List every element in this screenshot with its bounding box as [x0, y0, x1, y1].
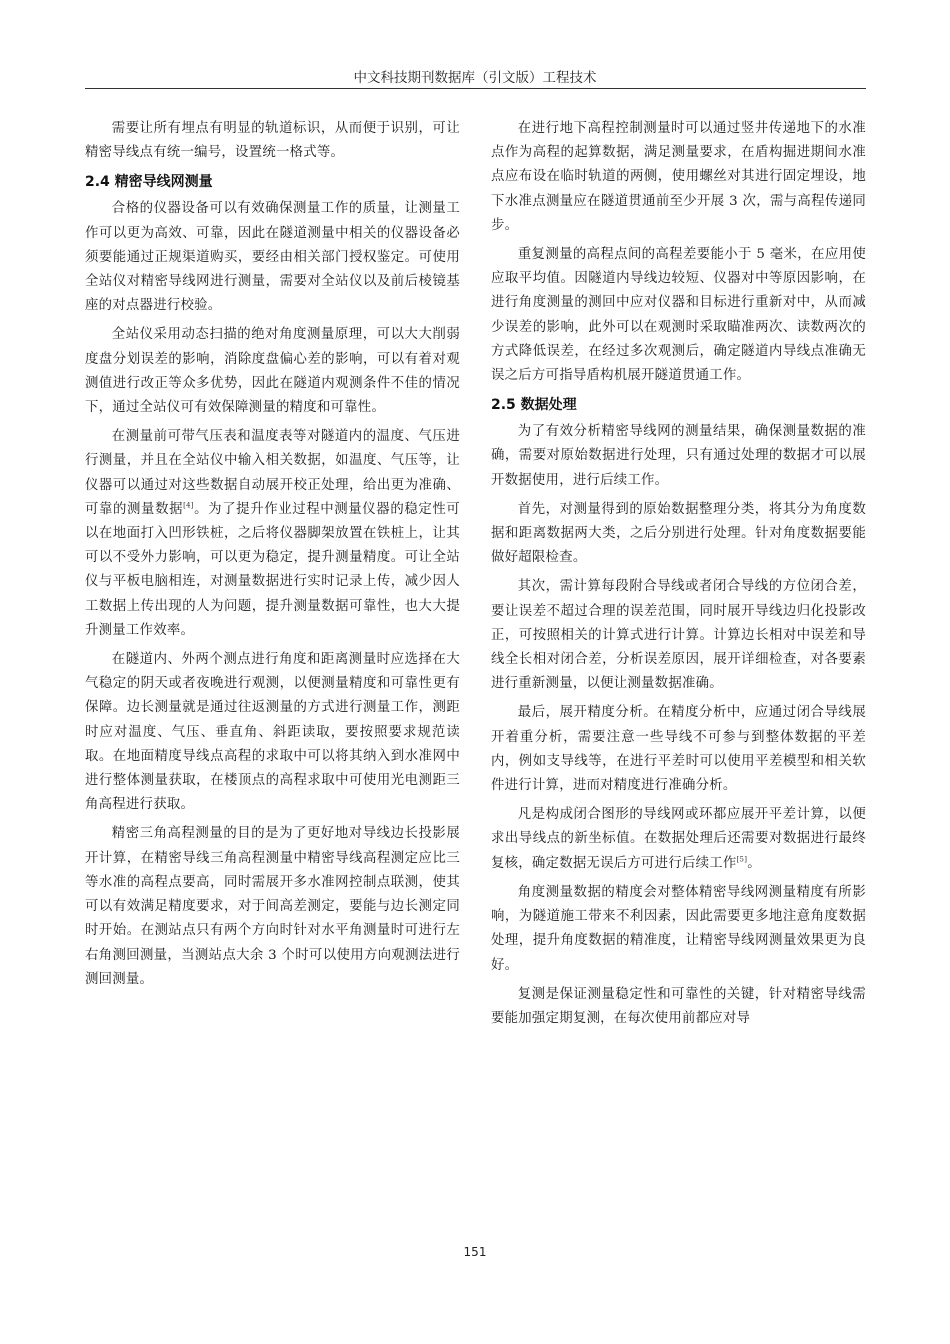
- paragraph: 需要让所有埋点有明显的轨道标识，从而便于识别，可让精密导线点有统一编号，设置统一格式等。: [85, 121, 460, 161]
- right-column: [491, 115, 866, 1036]
- citation-ref[interactable]: [4]: [183, 501, 194, 510]
- paragraph: 复测是保证测量稳定性和可靠性的关键，针对精密导线需要能加强定期复测，在每次使用前都应对导: [491, 986, 866, 1026]
- paragraph: 首先，对测量得到的原始数据整理分类，将其分为角度数据和距离数据两大类，之后分别进行处理。针对角度数据要能做好超限检查。: [491, 501, 866, 566]
- section-heading-2-5: 2.5 数据处理: [491, 397, 577, 414]
- section-heading-2-4: 2.4 精密导线网测量: [85, 174, 213, 191]
- paragraph: [491, 803, 866, 876]
- paragraph: 重复测量的高程点间的高程差要能小于 5 毫米，在应用使应取平均值。因隧道内导线边较短、仪器对中等原因影响，在进行角度测量的测回中应对仪器和目标进行重新对中，从而减少误差的影响，此外可以在观测时采取瞄准两次、读数两次的方式降低误差，在经过多次观测后，确定隧道内导线点准确无误之后方可指导盾构机展开隧道贯通工作。: [491, 247, 866, 384]
- running-header: 中文科技期刊数据库（引文版）工程技术: [353, 70, 597, 86]
- paragraph: 为了有效分析精密导线网的测量结果，确保测量数据的准确，需要对原始数据进行处理，只有通过处理的数据才可以展开数据使用，进行后续工作。: [491, 424, 866, 488]
- left-column: [85, 115, 460, 997]
- paragraph: 精密三角高程测量的目的是为了更好地对导线边长投影展开计算，在精密导线三角高程测量中精密导线高程测定应比三等水准的高程点要高，同时需展开多水准网控制点联测，使其可以有效满足精度要求，对于间高差测定，要能与边长测定同时开始。在测站点只有两个方向时针对水平角测量时可进行左右角测回测量，当测站点大余 3 个时可以使用方向观测法进行测回测量。: [85, 826, 460, 987]
- paragraph-text: 凡是构成闭合图形的导线网或环都应展开平差计算，以便求出导线点的新坐标值。在数据处理后还需要对数据进行最终复核，确定数据无误后方可进行后续工作: [491, 807, 866, 871]
- paragraph-text: 在测量前可带气压表和温度表等对隧道内的温度、气压进行测量，并且在全站仪中输入相关数据，如温度、气压等，让仪器可以通过对这些数据自动展开校正处理，给出更为准确、可靠的测量数据: [85, 429, 460, 517]
- paragraph: 合格的仪器设备可以有效确保测量工作的质量，让测量工作可以更为高效、可靠，因此在隧道测量中相关的仪器设备必须要能通过正规渠道购买，要经由相关部门授权鉴定。可使用全站仪对精密导线网进行测量，需要对全站仪以及前后棱镜基座的对点器进行校验。: [85, 201, 460, 314]
- paragraph: 其次，需计算每段附合导线或者闭合导线的方位闭合差，要让误差不超过合理的误差范围，同时展开导线边归化投影改正，可按照相关的计算式进行计算。计算边长相对中误差和导线全长相对闭合差，分析误差原因，展开详细检查，对各要素进行重新测量，以便让测量数据准确。: [491, 579, 866, 692]
- paragraph-text: 。: [747, 855, 761, 871]
- paragraph-text: 。为了提升作业过程中测量仪器的稳定性可以在地面打入凹形铁桩，之后将仪器脚架放置在铁桩上，让其可以不受外力影响，可以更为稳定，提升测量精度。可让全站仪与平板电脑相连，对测量数据进行实时记录上传，减少因人工数据上传出现的人为问题，提升测量数据可靠性，也大大提升测量工作效率。: [85, 501, 461, 638]
- paragraph: 在隧道内、外两个测点进行角度和距离测量时应选择在大气稳定的阴天或者夜晚进行观测，以便测量精度和可靠性更有保障。边长测量就是通过往返测量的方式进行测量工作，测距时应对温度、气压、垂直角、斜距读取，要按照要求规范读取。在地面精度导线点高程的求取中可以将其纳入到水准网中进行整体测量获取，在楼顶点的高程求取中可使用光电测距三角高程进行获取。: [85, 652, 460, 813]
- paragraph: 最后，展开精度分析。在精度分析中，应通过闭合导线展开着重分析，需要注意一些导线不可参与到整体数据的平差内，例如支导线等，在进行平差时可以使用平差模型和相关软件进行计算，进而对精度进行准确分析。: [491, 705, 866, 794]
- header-rule: [85, 88, 866, 89]
- paragraph: 在进行地下高程控制测量时可以通过竖井传递地下的水准点作为高程的起算数据，满足测量要求，在盾构掘进期间水准点应布设在临时轨道的两侧，使用螺丝对其进行固定埋设，地下水准点测量应在隧道贯通前至少开展 3 次，需与高程传递同步。: [491, 121, 866, 233]
- citation-ref[interactable]: [5]: [736, 855, 748, 864]
- page-number: 151: [463, 1245, 487, 1259]
- paragraph: [85, 425, 460, 643]
- paragraph: 角度测量数据的精度会对整体精密导线网测量精度有所影响，为隧道施工带来不利因素，因此需要更多地注意角度数据处理，提升角度数据的精准度，让精密导线网测量效果更为良好。: [491, 884, 866, 973]
- paragraph: 全站仪采用动态扫描的绝对角度测量原理，可以大大削弱度盘分划误差的影响，消除度盘偏心差的影响，可以有着对观测值进行改正等众多优势，因此在隧道内观测条件不佳的情况下，通过全站仪可有效保障测量的精度和可靠性。: [85, 327, 460, 416]
